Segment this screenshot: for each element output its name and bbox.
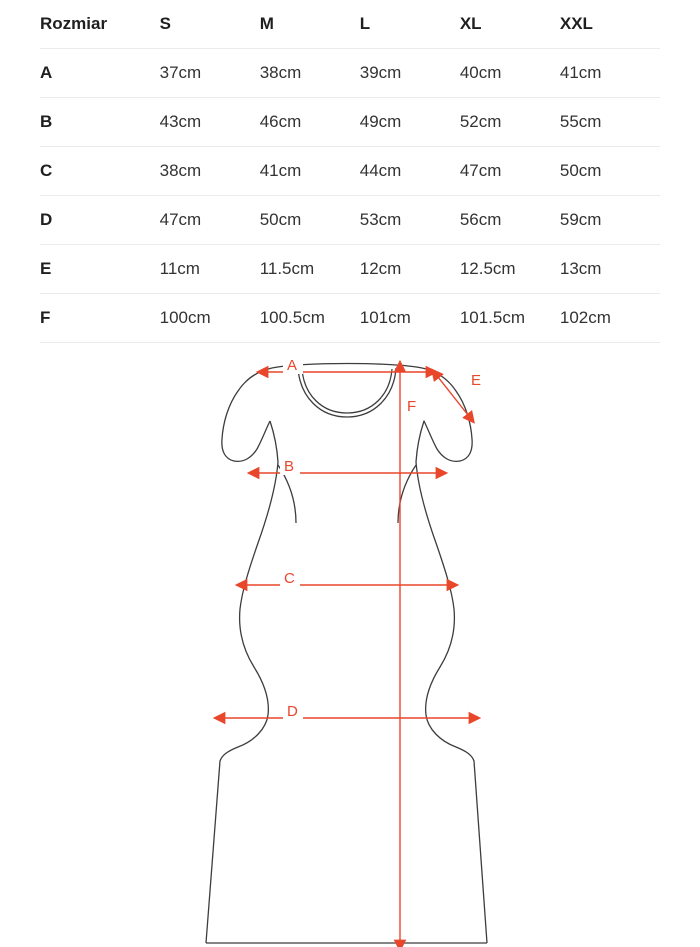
label-f: F [407,398,417,415]
cell-f-m: 100.5cm [260,294,360,343]
cell-d-m: 50cm [260,196,360,245]
cell-a-s: 37cm [160,49,260,98]
cell-f-xxl: 102cm [560,294,660,343]
row-label-f: F [40,294,160,343]
cell-d-xxl: 59cm [560,196,660,245]
cell-a-xl: 40cm [460,49,560,98]
label-d: D [287,703,298,720]
column-header-rozmiar: Rozmiar [40,0,160,49]
cell-c-l: 44cm [360,147,460,196]
label-b: B [284,458,295,475]
cell-a-l: 39cm [360,49,460,98]
row-label-a: A [40,49,160,98]
size-table-body [40,49,660,343]
cell-c-xl: 47cm [460,147,560,196]
table-row [40,147,660,196]
cell-f-l: 101cm [360,294,460,343]
cell-a-m: 38cm [260,49,360,98]
table-row [40,245,660,294]
row-label-b: B [40,98,160,147]
cell-c-s: 38cm [160,147,260,196]
cell-e-m: 11.5cm [260,245,360,294]
cell-b-xxl: 55cm [560,98,660,147]
row-label-c: C [40,147,160,196]
cell-a-xxl: 41cm [560,49,660,98]
cell-d-xl: 56cm [460,196,560,245]
cell-f-s: 100cm [160,294,260,343]
cell-b-s: 43cm [160,98,260,147]
cell-b-xl: 52cm [460,98,560,147]
cell-e-s: 11cm [160,245,260,294]
column-header-m: M [260,0,360,49]
cell-c-xxl: 50cm [560,147,660,196]
table-row [40,98,660,147]
cell-f-xl: 101.5cm [460,294,560,343]
cell-d-l: 53cm [360,196,460,245]
table-row [40,294,660,343]
cell-e-xl: 12.5cm [460,245,560,294]
row-label-e: E [40,245,160,294]
label-c: C [284,570,295,587]
column-header-l: L [360,0,460,49]
label-a: A [287,357,298,374]
measure-line-e [438,377,468,415]
size-table-header [40,0,660,49]
cell-c-m: 41cm [260,147,360,196]
label-e: E [471,372,482,389]
cell-e-xxl: 13cm [560,245,660,294]
table-header-row [40,0,660,49]
row-label-d: D [40,196,160,245]
cell-b-l: 49cm [360,98,460,147]
column-header-xl: XL [460,0,560,49]
dress-measurement-diagram [0,347,700,947]
table-row [40,196,660,245]
cell-e-l: 12cm [360,245,460,294]
dress-outline-icon [206,364,487,944]
measurement-arrows [224,371,470,941]
cell-b-m: 46cm [260,98,360,147]
column-header-s: S [160,0,260,49]
measurement-labels [280,356,486,720]
size-table [40,0,660,343]
cell-d-s: 47cm [160,196,260,245]
column-header-xxl: XXL [560,0,660,49]
table-row [40,49,660,98]
